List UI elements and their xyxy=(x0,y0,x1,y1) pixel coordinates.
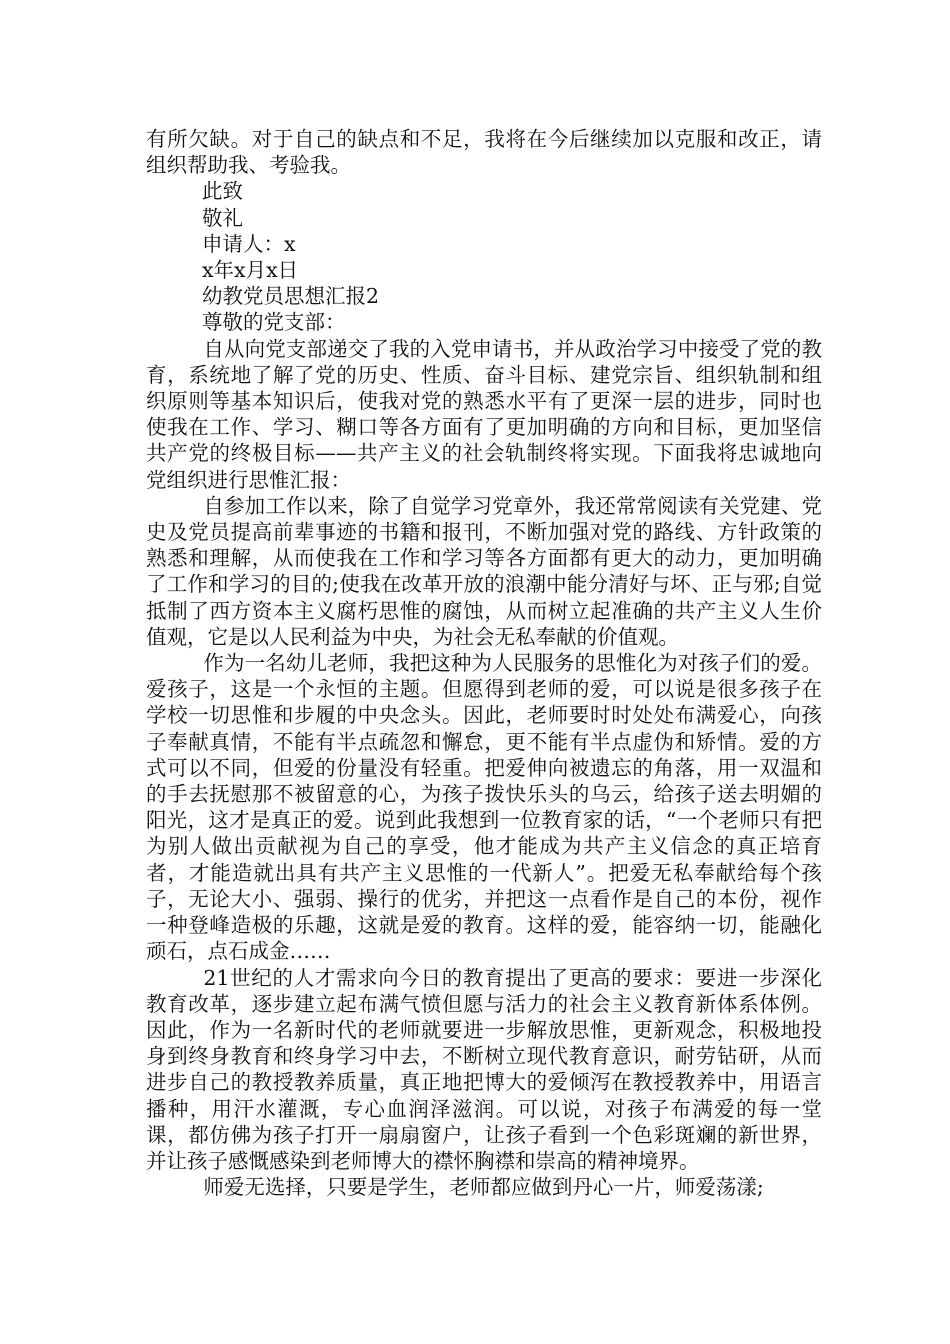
closing-line-2: 敬礼 xyxy=(202,205,243,230)
paragraph-2: 自参加工作以来，除了自觉学习党章外，我还常常阅读有关党建、党史及党员提高前辈事迹的书籍和报刊，不断加强对党的路线、方针政策的熟悉和理解，从而使我在工作和学习等各方面都有更大的动力，更加明确了工作和学习的目的;使我在改革开放的浪潮中能分清好与坏、正与邪;自觉抵制了西方资本主义腐朽思惟的腐蚀，从而树立起准确的共产主义人生价值观，它是以人民利益为中央，为社会无私奉献的价值观。 xyxy=(146,493,822,649)
salutation: 尊敬的党支部： xyxy=(202,310,346,335)
closing-line-1: 此致 xyxy=(202,179,243,204)
applicant-line: 申请人：x xyxy=(202,231,296,256)
paragraph-5: 师爱无选择，只要是学生，老师都应做到丹心一片，师爱荡漾; xyxy=(203,1175,764,1200)
intro-paragraph: 有所欠缺。对于自己的缺点和不足，我将在今后继续加以克服和改正，请组织帮助我、考验我。 xyxy=(146,127,822,178)
date-line: x年x月x日 xyxy=(202,258,299,283)
paragraph-3: 作为一名幼儿老师，我把这种为人民服务的思惟化为对孩子们的爱。爱孩子，这是一个永恒的主题。但愿得到老师的爱，可以说是很多孩子在学校一切思惟和步履的中央念头。因此，老师要时时处处布满爱心，向孩子奉献真情，不能有半点疏忽和懈怠，更不能有半点虚伪和矫情。爱的方式可以不同，但爱的份量没有轻重。把爱伸向被遗忘的角落，用一双温和的手去抚慰那不被留意的心，为孩子拨快乐头的乌云，给孩子送去明媚的阳光，这才是真正的爱。说到此我想到一位教育家的话，“一个老师只有把为别人做出贡献视为自己的享受，他才能成为共产主义信念的真正培育者，才能造就出具有共产主义思惟的一代新人”。把爱无私奉献给每个孩子，无论大小、强弱、操行的优劣，并把这一点看作是自己的本份，视作一种登峰造极的乐趣，这就是爱的教育。这样的爱，能容纳一切，能融化顽石，点石成金…… xyxy=(146,651,822,964)
paragraph-1: 自从向党支部递交了我的入党申请书，并从政治学习中接受了党的教育，系统地了解了党的历史、性质、奋斗目标、建党宗旨、组织轨制和组织原则等基本知识后，使我对党的熟悉水平有了更深一层的进步，同时也使我在工作、学习、糊口等各方面有了更加明确的方向和目标，更加坚信共产党的终极目标——共产主义的社会轨制终将实现。下面我将忠诚地向党组织进行思惟汇报： xyxy=(146,336,822,492)
document-page xyxy=(146,126,822,1200)
paragraph-4: 21世纪的人才需求向今日的教育提出了更高的要求：要进一步深化教育改革，逐步建立起布满气愤但愿与活力的社会主义教育新体系体例。因此，作为一名新时代的老师就要进一步解放思惟，更新观念，积极地投身到终身教育和终身学习中去，不断树立现代教育意识，耐劳钻研，从而进步自己的教授教养质量，真正地把博大的爱倾泻在教授教养中，用语言播种，用汗水灌溉，专心血润泽滋润。可以说，对孩子布满爱的每一堂课，都仿佛为孩子打开一扇扇窗户，让孩子看到一个色彩斑斓的新世界，并让孩子感慨感染到老师博大的襟怀胸襟和崇高的精神境界。 xyxy=(146,965,822,1173)
section-title: 幼教党员思想汇报2 xyxy=(202,284,380,309)
